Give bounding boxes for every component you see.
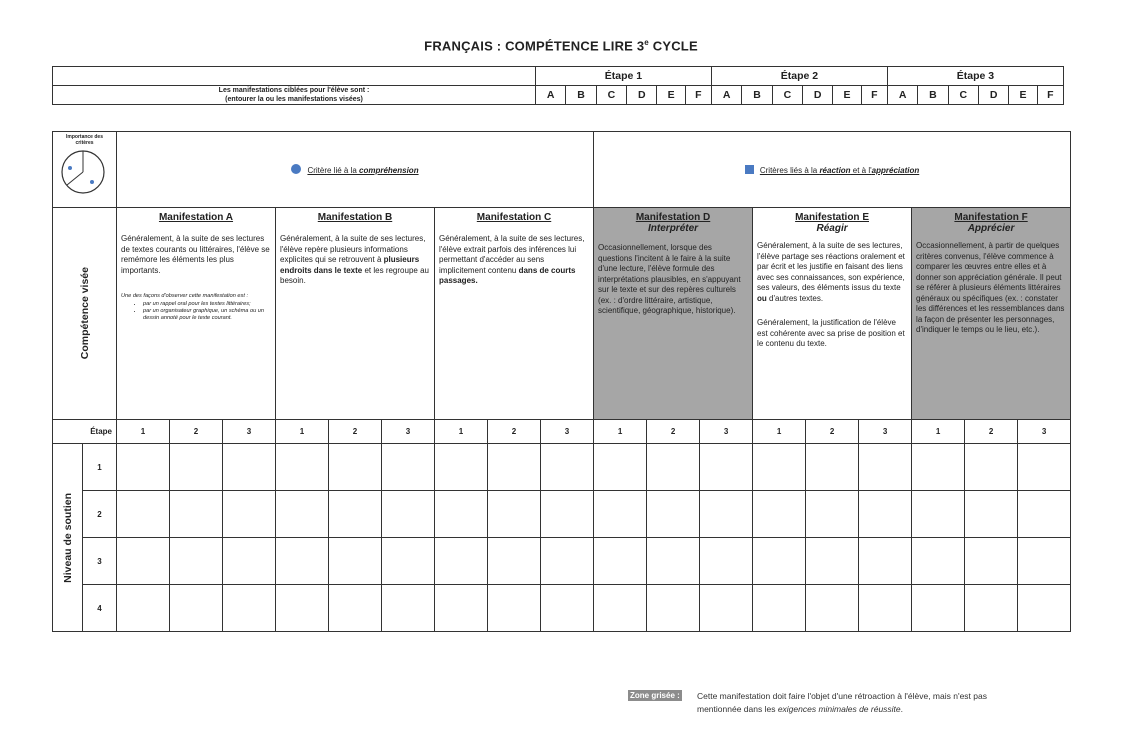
grid-cell[interactable] xyxy=(223,538,276,585)
grid-cell[interactable] xyxy=(329,585,382,632)
level-number: 1 xyxy=(83,444,117,491)
grid-cell[interactable] xyxy=(647,491,700,538)
grid-cell[interactable] xyxy=(806,491,859,538)
level-number: 4 xyxy=(83,585,117,632)
letter-cell[interactable]: A xyxy=(887,86,917,105)
letter-cell[interactable]: D xyxy=(979,86,1009,105)
grid-cell[interactable] xyxy=(859,585,912,632)
grid-cell[interactable] xyxy=(594,444,647,491)
letter-cell[interactable]: E xyxy=(657,86,685,105)
letter-cell[interactable]: B xyxy=(742,86,772,105)
zone-grisee-text: Cette manifestation doit faire l'objet d'une rétroaction à l'élève, mais n'est pas mentionnée dans les exigences minimales de réussite. xyxy=(697,691,987,714)
manifestation-c: Manifestation C Généralement, à la suite de ses lectures, l'élève extrait parfois des inférences lui permettant d'accéder au sens implicitement contenu dans de courts passages. xyxy=(435,208,594,420)
grid-cell[interactable] xyxy=(382,538,435,585)
grid-cell[interactable] xyxy=(117,585,170,632)
letter-cell[interactable]: B xyxy=(566,86,596,105)
manifestation-a: Manifestation A Généralement, à la suite de ses lectures de textes courants ou littéraires, l'élève se remémore les éléments les plus importants. Une des façons d'observer cette manifestation est : • par un rappel oral pour les textes littéraires; • par un organisateur graphique, un schéma ou un dessin annoté pour le texte courant. xyxy=(117,208,276,420)
grid-cell[interactable] xyxy=(276,585,329,632)
grid-cell[interactable] xyxy=(700,444,753,491)
grid-cell[interactable] xyxy=(700,491,753,538)
grid-cell[interactable] xyxy=(912,491,965,538)
etape-num: 2 xyxy=(170,420,223,444)
etape-1-header: Étape 1 xyxy=(536,67,712,86)
grid-cell[interactable] xyxy=(117,538,170,585)
letter-cell[interactable]: F xyxy=(685,86,711,105)
grid-cell[interactable] xyxy=(170,538,223,585)
etape-label: Étape xyxy=(53,420,117,444)
grid-cell[interactable] xyxy=(965,585,1018,632)
grid-cell[interactable] xyxy=(223,444,276,491)
manifestation-e: Manifestation E Réagir Généralement, à la suite de ses lectures, l'élève partage ses réactions oralement et par écrit et les justifie en faisant des liens avec ses connaissances, son expérience, ses valeurs, des éléments issus du texte ou d'autres textes. Généralement, la justification de l'élève est cohérente avec sa prise de position et le contenu du texte. xyxy=(753,208,912,420)
competence-label: Compétence visée xyxy=(53,208,117,420)
grid-cell[interactable] xyxy=(276,444,329,491)
grid-cell[interactable] xyxy=(541,538,594,585)
etape-num: 1 xyxy=(117,420,170,444)
grid-cell[interactable] xyxy=(647,538,700,585)
grid-cell[interactable] xyxy=(1018,538,1071,585)
etape-num: 2 xyxy=(647,420,700,444)
letter-cell[interactable]: F xyxy=(861,86,887,105)
grid-cell[interactable] xyxy=(382,491,435,538)
grid-cell[interactable] xyxy=(435,538,488,585)
letter-cell[interactable]: D xyxy=(803,86,833,105)
grid-cell[interactable] xyxy=(806,585,859,632)
grid-cell[interactable] xyxy=(753,491,806,538)
etape-num: 2 xyxy=(806,420,859,444)
etape-num: 3 xyxy=(223,420,276,444)
grid-cell[interactable] xyxy=(170,491,223,538)
etape-num: 2 xyxy=(329,420,382,444)
etape-num: 1 xyxy=(753,420,806,444)
letter-cell[interactable]: A xyxy=(711,86,741,105)
etape-num: 3 xyxy=(700,420,753,444)
importance-clock-icon xyxy=(55,146,115,196)
letter-cell[interactable]: D xyxy=(627,86,657,105)
grid-cell[interactable] xyxy=(435,444,488,491)
grid-cell[interactable] xyxy=(382,585,435,632)
grid-cell[interactable] xyxy=(488,585,541,632)
instruction: Les manifestations ciblées pour l'élève sont : (entourer la ou les manifestations visées) xyxy=(53,86,536,105)
grid-cell[interactable] xyxy=(223,585,276,632)
etape-num: 3 xyxy=(859,420,912,444)
grid-cell[interactable] xyxy=(594,491,647,538)
letter-cell[interactable]: E xyxy=(833,86,861,105)
grid-cell[interactable] xyxy=(859,538,912,585)
grid-cell[interactable] xyxy=(753,585,806,632)
grid-cell[interactable] xyxy=(1018,585,1071,632)
square-bullet-icon xyxy=(745,165,754,174)
grid-cell[interactable] xyxy=(488,444,541,491)
etape-num: 3 xyxy=(382,420,435,444)
etape-3-header: Étape 3 xyxy=(887,67,1063,86)
manifestation-d: Manifestation D Interpréter Occasionnellement, lorsque des questions l'incitent à le faire à la suite d'une lecture, l'élève formule des interprétations plausibles, en s'appuyant sur le texte et sur des repères culturels (ex. : d'ordre littéraire, artistique, scientifique, géographique, historique). xyxy=(594,208,753,420)
grid-cell[interactable] xyxy=(223,491,276,538)
grid-cell[interactable] xyxy=(329,491,382,538)
grid-cell[interactable] xyxy=(859,444,912,491)
grid-cell[interactable] xyxy=(965,491,1018,538)
zone-grisee-label: Zone grisée : xyxy=(630,691,680,700)
criterion-comprehension: Critère lié à la compréhension xyxy=(117,132,594,208)
grid-cell[interactable] xyxy=(541,491,594,538)
letter-cell[interactable]: C xyxy=(772,86,802,105)
grid-cell[interactable] xyxy=(594,538,647,585)
importance-cell: Importance des critères xyxy=(53,132,117,208)
etape-num: 1 xyxy=(276,420,329,444)
etape-2-header: Étape 2 xyxy=(711,67,887,86)
grid-cell[interactable] xyxy=(117,444,170,491)
criterion-reaction-appreciation: Critères liés à la réaction et à l'appréciation xyxy=(594,132,1071,208)
grid-cell[interactable] xyxy=(117,491,170,538)
level-number: 2 xyxy=(83,491,117,538)
grid-cell[interactable] xyxy=(859,491,912,538)
niveau-label: Niveau de soutien xyxy=(53,444,83,632)
grid-cell[interactable] xyxy=(806,538,859,585)
grid-cell[interactable] xyxy=(965,538,1018,585)
grid-cell[interactable] xyxy=(1018,491,1071,538)
etape-num: 2 xyxy=(965,420,1018,444)
grid-cell[interactable] xyxy=(541,585,594,632)
manifestation-b: Manifestation B Généralement, à la suite de ses lectures, l'élève repère plusieurs informations explicites qui se retrouvent à plusieurs endroits dans le texte et les regroupe au besoin. xyxy=(276,208,435,420)
grid-cell[interactable] xyxy=(170,444,223,491)
etape-num: 1 xyxy=(594,420,647,444)
grid-cell[interactable] xyxy=(753,444,806,491)
grid-cell[interactable] xyxy=(329,444,382,491)
etape-num: 1 xyxy=(435,420,488,444)
letter-cell[interactable]: C xyxy=(948,86,978,105)
etape-num: 2 xyxy=(488,420,541,444)
letter-cell[interactable]: B xyxy=(918,86,948,105)
grid-cell[interactable] xyxy=(276,491,329,538)
manifestation-f: Manifestation F Apprécier Occasionnellement, à partir de quelques critères convenus, l'élève commence à comparer les œuvres entre elles et à donner son appréciation générale. Il peut se référer à plusieurs éléments littéraires généraux ou spécifiques (ex. : constater les différences et les ressemblances dans la façon de présenter les personnages, d'indiquer le temps ou le lieu, etc.). xyxy=(912,208,1071,420)
etapes-table xyxy=(52,66,1064,105)
letter-cell[interactable]: C xyxy=(596,86,626,105)
grid-cell[interactable] xyxy=(700,538,753,585)
grid-cell[interactable] xyxy=(912,444,965,491)
circle-bullet-icon xyxy=(291,164,301,174)
grid-cell[interactable] xyxy=(647,444,700,491)
level-number: 3 xyxy=(83,538,117,585)
grid-cell[interactable] xyxy=(488,491,541,538)
grid-cell[interactable] xyxy=(329,538,382,585)
grid-cell[interactable] xyxy=(276,538,329,585)
grid-cell[interactable] xyxy=(912,538,965,585)
grid-cell[interactable] xyxy=(965,444,1018,491)
letter-cell[interactable]: F xyxy=(1037,86,1063,105)
evaluation-grid xyxy=(52,131,1071,632)
grid-cell[interactable] xyxy=(912,585,965,632)
grid-cell[interactable] xyxy=(382,444,435,491)
grid-cell[interactable] xyxy=(647,585,700,632)
grid-cell[interactable] xyxy=(806,444,859,491)
etape-num: 3 xyxy=(541,420,594,444)
grid-cell[interactable] xyxy=(700,585,753,632)
etape-num: 3 xyxy=(1018,420,1071,444)
grid-cell[interactable] xyxy=(170,585,223,632)
grid-cell[interactable] xyxy=(435,491,488,538)
etape-num: 1 xyxy=(912,420,965,444)
letter-cell[interactable]: A xyxy=(536,86,566,105)
letter-cell[interactable]: E xyxy=(1009,86,1037,105)
page-title: FRANÇAIS : COMPÉTENCE LIRE 3e CYCLE xyxy=(424,38,698,54)
grid-cell[interactable] xyxy=(435,585,488,632)
grid-cell[interactable] xyxy=(541,444,594,491)
grid-cell[interactable] xyxy=(594,585,647,632)
grid-cell[interactable] xyxy=(1018,444,1071,491)
grid-cell[interactable] xyxy=(488,538,541,585)
grid-cell[interactable] xyxy=(753,538,806,585)
